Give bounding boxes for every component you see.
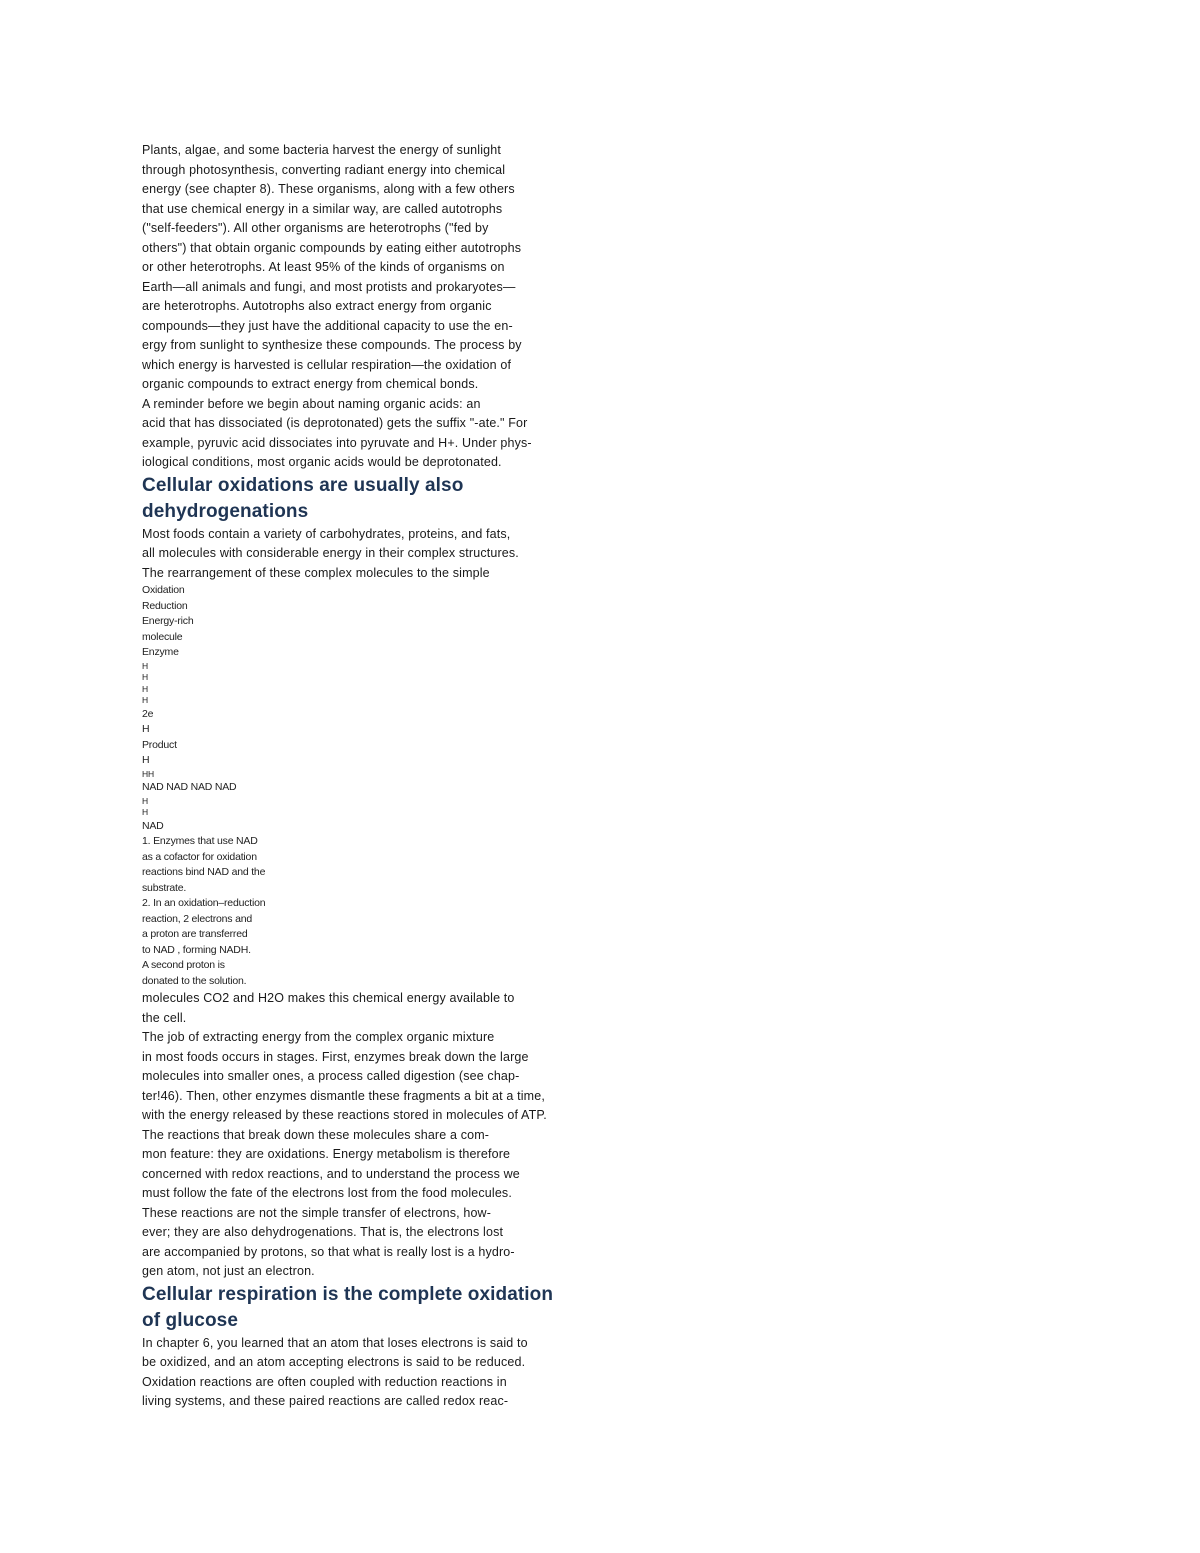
document-page [142,141,622,1412]
text-line: which energy is harvested is cellular respiration—the oxidation of [142,357,512,372]
text-line: are heterotrophs. Autotrophs also extract energy from organic [142,299,492,313]
figure-label: 2e [142,707,154,720]
text-line: through photosynthesis, converting radiant energy into chemical [142,162,506,177]
text-line: In chapter 6, you learned that an atom that loses electrons is said to [142,1335,528,1350]
section-heading-oxidations [142,473,622,525]
text-line: These reactions are not the simple transfer of electrons, how- [142,1205,492,1220]
text-line: energy (see chapter 8). These organisms, along with a few others [142,182,515,196]
text-line: others") that obtain organic compounds by eating either autotrophs [142,240,522,255]
text-line: mon feature: they are oxidations. Energy metabolism is therefore [142,1147,511,1161]
section-oxidations-continued [142,989,622,1282]
figure-label: A second proton is [142,959,225,971]
figure-label: H [142,695,148,705]
text-line: ("self-feeders"). All other organisms are heterotrophs ("fed by [142,221,489,235]
figure-label: Product [142,738,177,751]
figure-label: HH [142,768,154,779]
figure-labels-nad-redox [142,583,622,989]
heading-line: Cellular respiration is the complete oxidation [142,1283,554,1305]
text-line: Oxidation reactions are often coupled with reduction reactions in [142,1374,507,1389]
figure-label: Enzyme [142,646,179,658]
heading-line: of glucose [142,1309,239,1331]
figure-label: reactions bind NAD and the [142,866,266,878]
text-line: gen atom, not just an electron. [142,1264,315,1278]
text-line: ergy from sunlight to synthesize these compounds. The process by [142,338,522,352]
figure-label: H [142,683,148,694]
section-oxidations-text [142,525,622,584]
text-line: The job of extracting energy from the complex organic mixture [142,1030,495,1044]
text-line: ter!46). Then, other enzymes dismantle these fragments a bit at a time, [142,1088,545,1103]
figure-label: to NAD , forming NADH. [142,943,251,956]
figure-label: 1. Enzymes that use NAD [142,835,258,847]
text-line: iological conditions, most organic acids would be deprotonated. [142,455,502,469]
text-line: in most foods occurs in stages. First, enzymes break down the large [142,1049,529,1064]
heading-line: Cellular oxidations are usually also [142,474,464,496]
intro-paragraph [142,141,622,473]
text-line: Earth—all animals and fungi, and most protists and prokaryotes— [142,279,516,294]
text-line: compounds—they just have the additional capacity to use the en- [142,318,513,333]
text-line: example, pyruvic acid dissociates into pyruvate and H+. Under phys- [142,435,532,450]
figure-label: Reduction [142,599,188,612]
figure-label: reaction, 2 electrons and [142,912,252,925]
figure-label: molecule [142,630,183,643]
text-line: Plants, algae, and some bacteria harvest the energy of sunlight [142,143,501,157]
section-respiration-text [142,1334,622,1412]
figure-label: substrate. [142,881,187,894]
figure-label: donated to the solution. [142,974,247,987]
figure-label: NAD [142,819,164,832]
text-line: be oxidized, and an atom accepting electrons is said to be reduced. [142,1355,526,1369]
figure-label: a proton are transferred [142,928,248,940]
text-line: are accompanied by protons, so that what is really lost is a hydro- [142,1244,515,1259]
text-line: must follow the fate of the electrons lost from the food molecules. [142,1186,512,1200]
figure-label: NAD NAD NAD NAD [142,781,237,793]
text-line: The rearrangement of these complex molecules to the simple [142,565,490,580]
text-line: all molecules with considerable energy in their complex structures. [142,546,519,560]
text-line: concerned with redox reactions, and to understand the process we [142,1166,520,1181]
figure-label: H [142,795,148,806]
figure-label: H [142,723,150,735]
figure-label: H [142,660,148,671]
text-line: or other heterotrophs. At least 95% of the kinds of organisms on [142,260,505,274]
text-line: molecules into smaller ones, a process called digestion (see chap- [142,1069,520,1083]
figure-label: Oxidation [142,584,185,596]
figure-label: 2. In an oxidation–reduction [142,897,266,909]
text-line: Most foods contain a variety of carbohydrates, proteins, and fats, [142,526,511,541]
text-line: The reactions that break down these molecules share a com- [142,1127,490,1142]
section-heading-respiration [142,1282,622,1334]
text-line: that use chemical energy in a similar way, are called autotrophs [142,201,503,216]
text-line: ever; they are also dehydrogenations. That is, the electrons lost [142,1225,504,1239]
figure-label: H [142,754,150,766]
figure-label: H [142,807,148,817]
figure-label: Energy-rich [142,615,194,627]
text-line: the cell. [142,1010,187,1025]
text-line: organic compounds to extract energy from chemical bonds. [142,377,479,391]
heading-line: dehydrogenations [142,500,309,522]
figure-label: as a cofactor for oxidation [142,850,257,863]
text-line: living systems, and these paired reactions are called redox reac- [142,1394,509,1408]
text-line: with the energy released by these reactions stored in molecules of ATP. [142,1108,547,1122]
text-line: molecules CO2 and H2O makes this chemical energy available to [142,991,515,1005]
figure-label: H [142,672,148,682]
text-line: A reminder before we begin about naming organic acids: an [142,396,481,411]
text-line: acid that has dissociated (is deprotonated) gets the suffix "-ate." For [142,416,528,430]
